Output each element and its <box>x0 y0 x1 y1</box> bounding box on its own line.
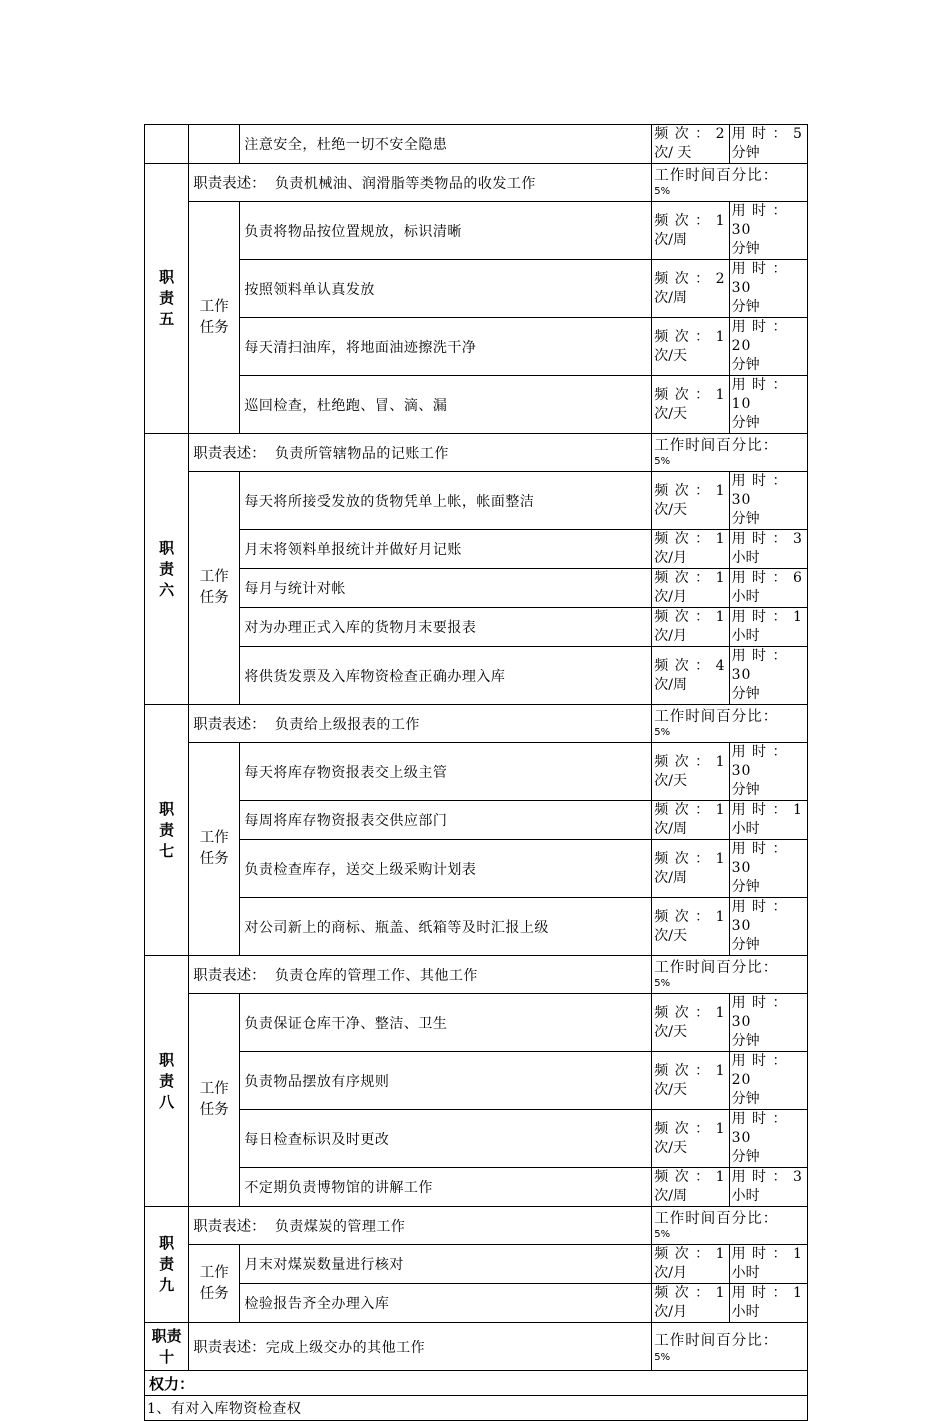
frequency-cell: 频 次 ： 1 次/周 <box>652 801 729 840</box>
table-row <box>145 898 808 956</box>
work-time-percentage: 工作时间百分比： 5% <box>652 434 808 472</box>
duration-cell: 用 时 ： 1 小时 <box>729 1284 807 1323</box>
table-row <box>145 705 808 743</box>
task-text: 每月与统计对帐 <box>240 569 652 608</box>
frequency-cell: 频 次 ： 1 次/天 <box>652 376 729 434</box>
frequency-cell: 频 次 ： 1 次/周 <box>652 840 729 898</box>
duration-cell: 用 时 ： 3 小时 <box>729 530 807 569</box>
task-text: 每天将所接受发放的货物凭单上帐，帐面整洁 <box>240 472 652 530</box>
duration-cell: 用 时 ： 30 分钟 <box>729 647 807 705</box>
task-text: 每天将库存物资报表交上级主管 <box>240 743 652 801</box>
task-text: 对公司新上的商标、瓶盖、纸箱等及时汇报上级 <box>240 898 652 956</box>
frequency-cell: 频 次 ： 2 次/周 <box>652 260 729 318</box>
duration-cell: 用 时 ： 20 分钟 <box>729 1052 807 1110</box>
duration-cell: 用 时 ： 30 分钟 <box>729 472 807 530</box>
table-row <box>145 569 808 608</box>
task-category-cell: 工作 任务 <box>189 994 240 1207</box>
duration-cell: 用 时 ： 30 分钟 <box>729 202 807 260</box>
task-text: 月末将领料单报统计并做好月记账 <box>240 530 652 569</box>
duty-name-cell: 职 责 六 <box>145 434 189 705</box>
task-text: 每天清扫油库，将地面油迹擦洗干净 <box>240 318 652 376</box>
duty-description: 职责表述： 负责煤炭的管理工作 <box>189 1207 652 1245</box>
power-heading: 权力： <box>145 1371 808 1396</box>
frequency-cell: 频 次 ： 1 次/天 <box>652 472 729 530</box>
task-text: 负责物品摆放有序规则 <box>240 1052 652 1110</box>
table-row <box>145 1052 808 1110</box>
frequency-cell: 频 次 ： 1 次/月 <box>652 1284 729 1323</box>
task-text: 负责检查库存，送交上级采购计划表 <box>240 840 652 898</box>
duration-cell: 用 时 ： 6 小时 <box>729 569 807 608</box>
duty-name-cell: 职 责 九 <box>145 1207 189 1323</box>
table-row <box>145 956 808 994</box>
table-row <box>145 1110 808 1168</box>
duty-name-cell: 职 责 七 <box>145 705 189 956</box>
table-row <box>145 164 808 202</box>
table-row <box>145 994 808 1052</box>
duty-name-cell: 职责 十 <box>145 1323 189 1371</box>
frequency-cell: 频 次 ： 1 次/天 <box>652 743 729 801</box>
frequency-cell: 频 次 ： 1 次/天 <box>652 1110 729 1168</box>
work-time-percentage: 工作时间百分比： 5% <box>652 956 808 994</box>
task-text: 负责保证仓库干净、整洁、卫生 <box>240 994 652 1052</box>
duty-description: 职责表述： 负责给上级报表的工作 <box>189 705 652 743</box>
task-text: 每周将库存物资报表交供应部门 <box>240 801 652 840</box>
table-row <box>145 530 808 569</box>
work-time-percentage: 工作时间百分比： 5% <box>652 1323 808 1371</box>
frequency-cell: 频 次 ： 1 次/月 <box>652 608 729 647</box>
duty-description: 职责表述： 负责机械油、润滑脂等类物品的收发工作 <box>189 164 652 202</box>
duration-cell: 用 时 ： 30 分钟 <box>729 260 807 318</box>
task-category-cell: 工作 任务 <box>189 472 240 705</box>
frequency-cell: 频 次 ： 1 次/天 <box>652 994 729 1052</box>
duty-name-cell: 职 责 八 <box>145 956 189 1207</box>
duty-name-cell: 职 责 五 <box>145 164 189 434</box>
duty-description: 职责表述： 负责仓库的管理工作、其他工作 <box>189 956 652 994</box>
duration-cell: 用 时 ： 30 分钟 <box>729 994 807 1052</box>
duration-cell: 用 时 ： 1 小时 <box>729 608 807 647</box>
duration-cell: 用 时 ： 5 分钟 <box>729 125 807 164</box>
frequency-cell: 频 次 ： 1 次/月 <box>652 1245 729 1284</box>
table-row <box>145 202 808 260</box>
table-row <box>145 318 808 376</box>
frequency-cell: 频 次 ： 1 次/天 <box>652 318 729 376</box>
table-row <box>145 1396 808 1421</box>
frequency-cell: 频 次 ： 2 次/ 天 <box>652 125 729 164</box>
frequency-cell: 频 次 ： 1 次/月 <box>652 530 729 569</box>
frequency-cell: 频 次 ： 4 次/周 <box>652 647 729 705</box>
task-text: 检验报告齐全办理入库 <box>240 1284 652 1323</box>
task-text: 按照领料单认真发放 <box>240 260 652 318</box>
task-text: 月末对煤炭数量进行核对 <box>240 1245 652 1284</box>
duty-description: 职责表述： 负责所管辖物品的记账工作 <box>189 434 652 472</box>
table-row <box>145 647 808 705</box>
task-category-cell: 工作 任务 <box>189 743 240 956</box>
task-text: 对为办理正式入库的货物月末要报表 <box>240 608 652 647</box>
task-category-cell: 工作 任务 <box>189 1245 240 1323</box>
table-row <box>145 1323 808 1371</box>
frequency-cell: 频 次 ： 1 次/天 <box>652 898 729 956</box>
duration-cell: 用 时 ： 30 分钟 <box>729 840 807 898</box>
job-duty-table <box>144 124 808 1421</box>
frequency-cell: 频 次 ： 1 次/天 <box>652 1052 729 1110</box>
work-time-percentage: 工作时间百分比： 5% <box>652 705 808 743</box>
table-row <box>145 1284 808 1323</box>
task-category-cell: 工作 任务 <box>189 202 240 434</box>
table-row <box>145 1168 808 1207</box>
duration-cell: 用 时 ： 1 小时 <box>729 801 807 840</box>
duration-cell: 用 时 ： 1 小时 <box>729 1245 807 1284</box>
task-text: 注意安全，杜绝一切不安全隐患 <box>240 125 652 164</box>
table-row <box>145 434 808 472</box>
table-row <box>145 840 808 898</box>
task-text: 负责将物品按位置规放，标识清晰 <box>240 202 652 260</box>
table-row <box>145 1207 808 1245</box>
duration-cell: 用 时 ： 3 小时 <box>729 1168 807 1207</box>
duration-cell: 用 时 ： 30 分钟 <box>729 1110 807 1168</box>
table-row <box>145 1371 808 1396</box>
duty-name-cell <box>145 125 189 164</box>
task-text: 不定期负责博物馆的讲解工作 <box>240 1168 652 1207</box>
task-text: 巡回检查，杜绝跑、冒、滴、漏 <box>240 376 652 434</box>
duration-cell: 用 时 ： 10 分钟 <box>729 376 807 434</box>
duration-cell: 用 时 ： 30 分钟 <box>729 898 807 956</box>
duty-description: 职责表述：完成上级交办的其他工作 <box>189 1323 652 1371</box>
frequency-cell: 频 次 ： 1 次/周 <box>652 1168 729 1207</box>
power-item: 1、有对入库物资检查权 <box>145 1396 808 1421</box>
task-text: 将供货发票及入库物资检查正确办理入库 <box>240 647 652 705</box>
table-row <box>145 472 808 530</box>
duration-cell: 用 时 ： 20 分钟 <box>729 318 807 376</box>
table-row <box>145 260 808 318</box>
table-row <box>145 125 808 164</box>
work-time-percentage: 工作时间百分比： 5% <box>652 164 808 202</box>
task-text: 每日检查标识及时更改 <box>240 1110 652 1168</box>
work-time-percentage: 工作时间百分比： 5% <box>652 1207 808 1245</box>
frequency-cell: 频 次 ： 1 次/周 <box>652 202 729 260</box>
table-row <box>145 608 808 647</box>
duration-cell: 用 时 ： 30 分钟 <box>729 743 807 801</box>
table-row <box>145 743 808 801</box>
table-row <box>145 376 808 434</box>
table-row <box>145 801 808 840</box>
frequency-cell: 频 次 ： 1 次/月 <box>652 569 729 608</box>
table-row <box>145 1245 808 1284</box>
task-category-cell <box>189 125 240 164</box>
